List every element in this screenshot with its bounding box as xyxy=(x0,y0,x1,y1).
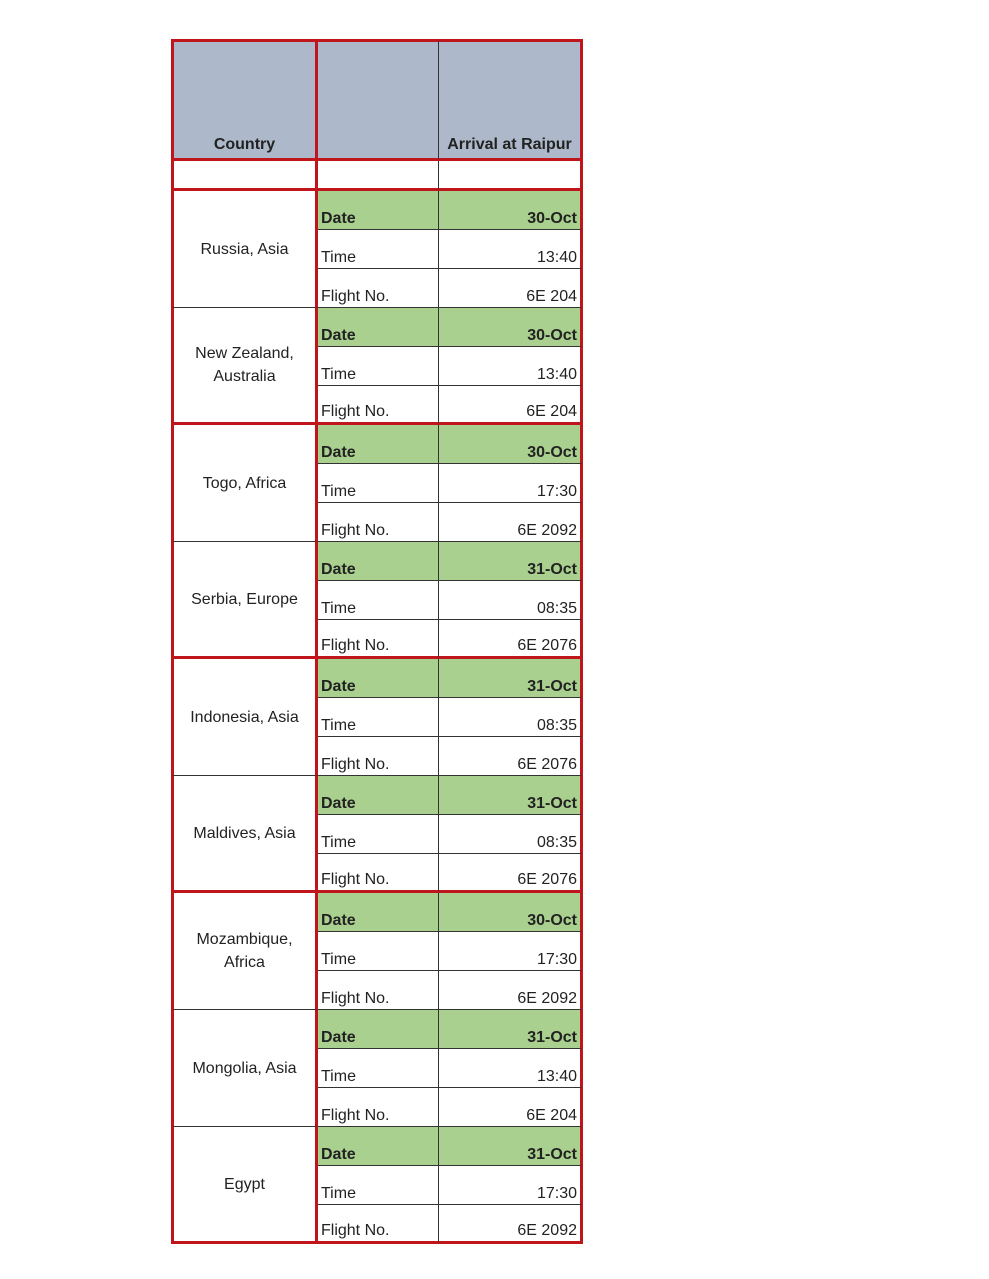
flight-value: 6E 204 xyxy=(526,403,577,420)
date-value-cell xyxy=(439,542,583,581)
date-value: 30-Oct xyxy=(527,210,577,227)
time-value-cell xyxy=(439,230,583,269)
date-value: 31-Oct xyxy=(527,1146,577,1163)
flight-label-cell xyxy=(318,620,439,659)
flight-value: 6E 2092 xyxy=(517,522,577,539)
time-label: Time xyxy=(321,483,356,500)
date-label: Date xyxy=(321,678,356,695)
date-label: Date xyxy=(321,327,356,344)
date-value-cell xyxy=(439,893,583,932)
time-value: 17:30 xyxy=(536,483,577,500)
header-arrival-label: Arrival at Raipur xyxy=(447,136,572,153)
time-value-cell xyxy=(439,464,583,503)
country-name-cell xyxy=(171,776,318,893)
flight-label-cell xyxy=(318,737,439,776)
date-label-cell xyxy=(318,659,439,698)
flight-label-cell xyxy=(318,971,439,1010)
spacer-cell xyxy=(439,161,583,191)
time-value: 08:35 xyxy=(536,717,577,734)
country-name-cell xyxy=(171,191,318,308)
flight-label: Flight No. xyxy=(321,756,390,773)
time-label: Time xyxy=(321,717,356,734)
flight-label: Flight No. xyxy=(321,871,390,888)
date-label-cell xyxy=(318,776,439,815)
date-label: Date xyxy=(321,444,356,461)
flight-value-cell xyxy=(439,269,583,308)
flight-label-cell xyxy=(318,503,439,542)
date-value: 30-Oct xyxy=(527,444,577,461)
date-value: 30-Oct xyxy=(527,327,577,344)
flight-value: 6E 2092 xyxy=(517,1222,577,1239)
flight-value-cell xyxy=(439,503,583,542)
flight-label-cell xyxy=(318,1088,439,1127)
flight-value: 6E 204 xyxy=(526,1107,577,1124)
flight-label: Flight No. xyxy=(321,1107,390,1124)
country-name-cell xyxy=(171,425,318,542)
time-value-cell xyxy=(439,698,583,737)
time-label: Time xyxy=(321,951,356,968)
date-value-cell xyxy=(439,425,583,464)
country-name: Togo, Africa xyxy=(202,474,287,492)
date-label: Date xyxy=(321,912,356,929)
date-label: Date xyxy=(321,1029,356,1046)
time-value: 13:40 xyxy=(536,366,577,383)
flight-label-cell xyxy=(318,386,439,425)
flight-value-cell xyxy=(439,1205,583,1244)
country-name: Egypt xyxy=(224,1175,265,1193)
flight-label: Flight No. xyxy=(321,288,390,305)
flight-value-cell xyxy=(439,854,583,893)
time-value-cell xyxy=(439,581,583,620)
date-value-cell xyxy=(439,1010,583,1049)
time-label: Time xyxy=(321,1185,356,1202)
time-value: 13:40 xyxy=(536,249,577,266)
flight-value-cell xyxy=(439,737,583,776)
date-value: 31-Oct xyxy=(527,1029,577,1046)
spacer-cell xyxy=(171,161,318,191)
date-label: Date xyxy=(321,561,356,578)
country-name: Serbia, Europe xyxy=(191,590,298,608)
country-name: Maldives, Asia xyxy=(193,824,296,842)
flight-label-cell xyxy=(318,269,439,308)
flight-label: Flight No. xyxy=(321,637,390,654)
flight-value-cell xyxy=(439,386,583,425)
date-value: 30-Oct xyxy=(527,912,577,929)
time-label: Time xyxy=(321,249,356,266)
time-label-cell xyxy=(318,1166,439,1205)
flight-value-cell xyxy=(439,1088,583,1127)
flight-label-cell xyxy=(318,1205,439,1244)
date-label-cell xyxy=(318,191,439,230)
time-label-cell xyxy=(318,1049,439,1088)
flight-label: Flight No. xyxy=(321,1222,390,1239)
date-label: Date xyxy=(321,210,356,227)
time-value-cell xyxy=(439,1049,583,1088)
date-label-cell xyxy=(318,1010,439,1049)
time-label-cell xyxy=(318,581,439,620)
flight-value-cell xyxy=(439,971,583,1010)
time-value: 13:40 xyxy=(536,1068,577,1085)
country-name-cell xyxy=(171,542,318,659)
time-value: 08:35 xyxy=(536,834,577,851)
date-label-cell xyxy=(318,542,439,581)
time-label-cell xyxy=(318,815,439,854)
time-value-cell xyxy=(439,932,583,971)
time-label: Time xyxy=(321,366,356,383)
time-value-cell xyxy=(439,1166,583,1205)
country-name-cell xyxy=(171,1010,318,1127)
time-label-cell xyxy=(318,932,439,971)
country-name-cell xyxy=(171,893,318,1010)
flight-arrival-table xyxy=(171,39,583,1244)
flight-label: Flight No. xyxy=(321,990,390,1007)
header-middle-cell xyxy=(318,39,439,161)
time-label-cell xyxy=(318,464,439,503)
flight-value-cell xyxy=(439,620,583,659)
date-label-cell xyxy=(318,425,439,464)
header-country-cell xyxy=(171,39,318,161)
date-value-cell xyxy=(439,191,583,230)
flight-value: 6E 2076 xyxy=(517,871,577,888)
flight-value: 6E 2092 xyxy=(517,990,577,1007)
date-value: 31-Oct xyxy=(527,795,577,812)
flight-label: Flight No. xyxy=(321,522,390,539)
time-value: 17:30 xyxy=(536,951,577,968)
time-label-cell xyxy=(318,230,439,269)
time-value-cell xyxy=(439,815,583,854)
country-name: Russia, Asia xyxy=(200,240,289,258)
date-label-cell xyxy=(318,308,439,347)
date-label: Date xyxy=(321,795,356,812)
flight-label: Flight No. xyxy=(321,403,390,420)
date-value-cell xyxy=(439,659,583,698)
country-name: Indonesia, Asia xyxy=(190,708,299,726)
time-label-cell xyxy=(318,698,439,737)
flight-value: 6E 2076 xyxy=(517,756,577,773)
flight-value: 6E 204 xyxy=(526,288,577,305)
time-label: Time xyxy=(321,1068,356,1085)
time-value: 17:30 xyxy=(536,1185,577,1202)
date-value: 31-Oct xyxy=(527,561,577,578)
country-name-cell xyxy=(171,659,318,776)
date-value-cell xyxy=(439,1127,583,1166)
country-name-cell xyxy=(171,308,318,425)
time-label: Time xyxy=(321,600,356,617)
flight-label-cell xyxy=(318,854,439,893)
date-value: 31-Oct xyxy=(527,678,577,695)
date-label-cell xyxy=(318,893,439,932)
time-label: Time xyxy=(321,834,356,851)
header-arrival-cell xyxy=(439,39,583,161)
time-label-cell xyxy=(318,347,439,386)
date-label-cell xyxy=(318,1127,439,1166)
spacer-cell xyxy=(318,161,439,191)
time-value: 08:35 xyxy=(536,600,577,617)
header-country-label: Country xyxy=(213,136,276,153)
country-name: Mongolia, Asia xyxy=(192,1059,297,1077)
date-value-cell xyxy=(439,308,583,347)
date-label: Date xyxy=(321,1146,356,1163)
flight-value: 6E 2076 xyxy=(517,637,577,654)
country-name: New Zealand, Australia xyxy=(195,345,294,385)
date-value-cell xyxy=(439,776,583,815)
country-name-cell xyxy=(171,1127,318,1244)
time-value-cell xyxy=(439,347,583,386)
country-name: Mozambique, Africa xyxy=(196,931,293,971)
